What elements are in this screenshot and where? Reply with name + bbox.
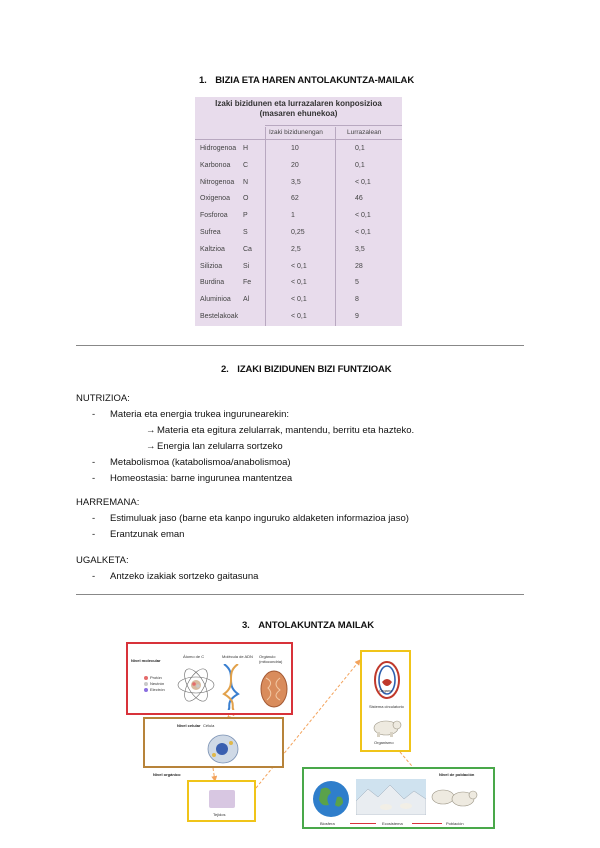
ecosystem-label: Ecosistema <box>382 821 403 826</box>
element-symbol: O <box>243 195 249 203</box>
element-symbol: S <box>243 229 248 236</box>
element-name: Bestelakoak <box>200 313 239 320</box>
value-crust: < 0,1 <box>355 229 371 236</box>
cellular-level-label: Nivel celular <box>177 723 201 728</box>
value-crust: 8 <box>355 296 359 304</box>
section-2-number: 2. <box>221 364 229 375</box>
bullet-dash: - <box>92 409 96 420</box>
value-living: < 0,1 <box>291 262 307 270</box>
section-3-title: ANTOLAKUNTZA MAILAK <box>258 620 375 631</box>
nutrition-item-2: Metabolismoa (katabolismoa/anabolismoa) <box>110 457 291 468</box>
cell-label: Célula <box>203 723 215 728</box>
tissue-label: Tejidos <box>213 812 226 817</box>
tissue-icon <box>209 790 235 808</box>
organ-system-box <box>360 650 411 752</box>
atom-icon <box>176 664 216 706</box>
organ-label: Órgano <box>379 688 393 693</box>
population-level-label: Nivel de población <box>439 772 475 777</box>
value-crust: 46 <box>355 195 363 203</box>
molecular-level-label: Nivel molecular <box>131 658 161 663</box>
molecular-level-box <box>126 642 293 715</box>
bullet-dash: - <box>92 473 96 484</box>
value-crust: 3,5 <box>355 245 365 253</box>
relation-item-2: Erantzunak eman <box>110 529 185 540</box>
organic-level-label: Nivel orgánico <box>153 772 181 777</box>
value-living: 10 <box>291 145 299 152</box>
value-living: 62 <box>291 195 299 203</box>
reproduction-heading: UGALKETA: <box>76 555 129 566</box>
value-living: 3,5 <box>291 178 301 186</box>
nutrition-sub-2: Energia lan zelularra sortzeko <box>157 441 283 452</box>
system-label: Sistema circulatorio <box>369 704 404 709</box>
arrow-icon: → <box>146 441 156 452</box>
neutron-dot-icon <box>144 682 148 686</box>
electron-dot-icon <box>144 688 148 692</box>
section-2-title: IZAKI BIZIDUNEN BIZI FUNTZIOAK <box>237 364 392 375</box>
bullet-dash: - <box>92 571 96 582</box>
section-1-title: BIZIA ETA HAREN ANTOLAKUNTZA-MAILAK <box>215 75 415 86</box>
value-crust: 5 <box>355 279 359 287</box>
table-title-line1: Izaki bizidunen eta lurrazalaren konposizioa <box>215 99 382 108</box>
nutrition-heading: NUTRIZIOA: <box>76 393 130 404</box>
population-level-box <box>302 767 495 829</box>
element-name: Hidrogenoa <box>200 145 237 152</box>
element-name: Kaltzioa <box>200 245 225 253</box>
reproduction-item-1: Antzeko izakiak sortzeko gaitasuna <box>110 571 259 582</box>
element-name: Aluminioa <box>200 296 231 304</box>
bullet-dash: - <box>92 529 96 540</box>
value-living: 20 <box>291 161 299 169</box>
element-name: Karbonoa <box>200 161 231 169</box>
element-symbol: H <box>243 145 249 152</box>
dna-icon <box>220 664 242 710</box>
dna-label: Molécula de ADN <box>222 654 253 659</box>
element-symbol: Ca <box>243 245 252 253</box>
section-3-number: 3. <box>242 620 250 631</box>
relation-heading: HARREMANA: <box>76 497 140 508</box>
table-col-header-living: Izaki bizidunengan <box>269 129 323 136</box>
organic-level-box <box>187 780 256 822</box>
element-name: Nitrogenoa <box>200 178 235 186</box>
value-living: < 0,1 <box>291 279 307 287</box>
arrow-icon: → <box>146 425 156 436</box>
population-icon <box>429 781 479 811</box>
flow-arrow-line <box>350 823 376 824</box>
atom-label: Átomo de C <box>183 654 205 659</box>
section-1-number: 1. <box>199 75 207 86</box>
cell-icon <box>205 727 241 767</box>
nutrition-item-3: Homeostasia: barne ingurunea mantentzea <box>110 473 293 484</box>
value-crust: < 0,1 <box>355 178 371 186</box>
circulatory-system-icon <box>370 658 404 702</box>
proton-dot-icon <box>144 676 148 680</box>
legend-neutrons: Neutrón <box>150 681 165 686</box>
value-living: < 0,1 <box>291 313 307 320</box>
bullet-dash: - <box>92 457 96 468</box>
element-name: Silizioa <box>200 262 223 270</box>
value-crust: 9 <box>355 313 359 320</box>
nutrition-sub-1: Materia eta egitura zelularrak, mantendu, berritu eta hazteko. <box>157 425 415 436</box>
element-symbol: Fe <box>243 279 252 287</box>
mitochondria-icon <box>258 668 290 710</box>
value-living: < 0,1 <box>291 296 307 304</box>
polar-bear-icon <box>370 716 404 738</box>
biosphere-label: Biosfera <box>320 821 335 826</box>
earth-icon <box>311 779 351 819</box>
flow-arrow-line <box>412 823 442 824</box>
value-crust: 0,1 <box>355 145 365 152</box>
table-title-line2: (masaren ehunekoa) <box>259 109 338 118</box>
nutrition-item-1: Materia eta energia trukea ingurunearekin: <box>110 409 290 420</box>
element-symbol: P <box>243 212 248 220</box>
element-symbol: Si <box>243 262 250 270</box>
legend-electrons: Electrón <box>150 687 165 692</box>
value-living: 2,5 <box>291 245 301 253</box>
value-living: 1 <box>291 212 295 220</box>
element-name: Sufrea <box>200 229 221 236</box>
element-symbol: Al <box>243 296 250 304</box>
cellular-level-box <box>143 717 284 768</box>
ecosystem-icon <box>356 779 426 815</box>
legend-protons: Protón <box>150 675 162 680</box>
value-crust: < 0,1 <box>355 212 371 220</box>
value-crust: 28 <box>355 262 363 270</box>
element-symbol: C <box>243 161 249 169</box>
bullet-dash: - <box>92 513 96 524</box>
organism-label: Organismo <box>374 740 394 745</box>
value-crust: 0,1 <box>355 161 365 169</box>
element-name: Oxigenoa <box>200 195 230 203</box>
element-symbol: N <box>243 178 249 186</box>
table-col-header-crust: Lurrazalean <box>347 129 382 136</box>
element-name: Fosforoa <box>200 212 228 220</box>
value-living: 0,25 <box>291 229 305 236</box>
population-label: Población <box>446 821 464 826</box>
organelle-label: Orgánulo (mitocondria) <box>259 654 283 664</box>
relation-item-1: Estimuluak jaso (barne eta kanpo inguruko aldaketen informazioa jaso) <box>110 513 409 524</box>
element-name: Burdina <box>200 279 225 287</box>
